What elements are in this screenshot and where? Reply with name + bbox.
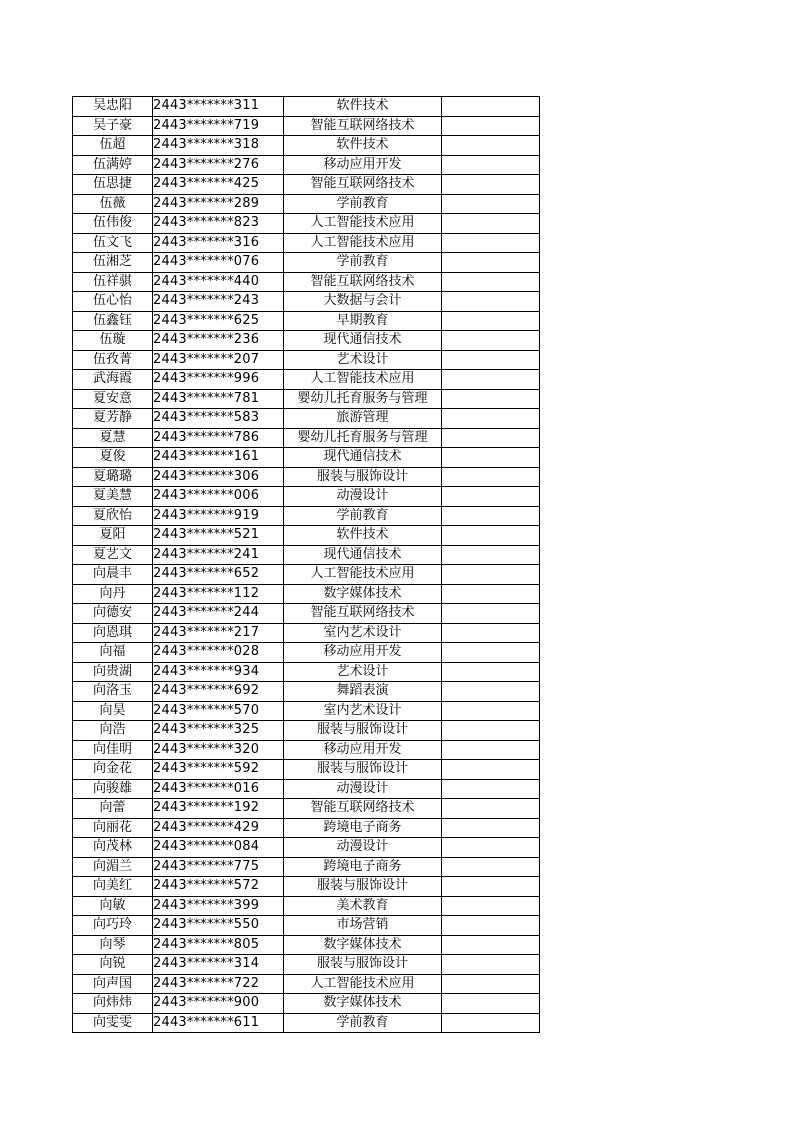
table-row	[73, 994, 540, 1014]
table-row	[73, 721, 540, 741]
student-id-cell: 2443*******316	[153, 233, 284, 253]
table-row	[73, 155, 540, 175]
student-name-cell: 伍祥骐	[73, 272, 153, 292]
table-row	[73, 233, 540, 253]
note-cell	[442, 97, 540, 117]
student-name-cell: 夏慧	[73, 428, 153, 448]
student-id-cell: 2443*******823	[153, 214, 284, 234]
major-cell: 室内艺术设计	[284, 623, 442, 643]
student-id-cell: 2443*******244	[153, 604, 284, 624]
note-cell	[442, 565, 540, 585]
student-name-cell: 向敏	[73, 896, 153, 916]
student-name-cell: 夏阳	[73, 526, 153, 546]
major-cell: 美术教育	[284, 896, 442, 916]
student-id-cell: 2443*******781	[153, 389, 284, 409]
table-row	[73, 370, 540, 390]
student-id-cell: 2443*******276	[153, 155, 284, 175]
note-cell	[442, 604, 540, 624]
table-row	[73, 799, 540, 819]
student-id-cell: 2443*******996	[153, 370, 284, 390]
student-name-cell: 向恩琪	[73, 623, 153, 643]
student-id-cell: 2443*******919	[153, 506, 284, 526]
major-cell: 移动应用开发	[284, 155, 442, 175]
note-cell	[442, 194, 540, 214]
student-id-cell: 2443*******652	[153, 565, 284, 585]
major-cell: 跨境电子商务	[284, 857, 442, 877]
roster-body	[73, 97, 540, 1033]
table-row	[73, 935, 540, 955]
table-row	[73, 955, 540, 975]
student-id-cell: 2443*******722	[153, 974, 284, 994]
major-cell: 移动应用开发	[284, 643, 442, 663]
student-id-cell: 2443*******320	[153, 740, 284, 760]
student-name-cell: 向丽花	[73, 818, 153, 838]
student-id-cell: 2443*******425	[153, 175, 284, 195]
table-row	[73, 311, 540, 331]
table-row	[73, 779, 540, 799]
note-cell	[442, 701, 540, 721]
student-name-cell: 伍伟俊	[73, 214, 153, 234]
major-cell: 数字媒体技术	[284, 584, 442, 604]
major-cell: 艺术设计	[284, 350, 442, 370]
major-cell: 学前教育	[284, 506, 442, 526]
major-cell: 市场营销	[284, 916, 442, 936]
note-cell	[442, 955, 540, 975]
student-name-cell: 夏欣怡	[73, 506, 153, 526]
student-name-cell: 向美红	[73, 877, 153, 897]
student-id-cell: 2443*******550	[153, 916, 284, 936]
student-name-cell: 夏芳静	[73, 409, 153, 429]
roster-sheet	[72, 96, 539, 1033]
table-row	[73, 467, 540, 487]
student-id-cell: 2443*******112	[153, 584, 284, 604]
note-cell	[442, 623, 540, 643]
student-name-cell: 伍文飞	[73, 233, 153, 253]
table-row	[73, 331, 540, 351]
student-name-cell: 向晨丰	[73, 565, 153, 585]
note-cell	[442, 253, 540, 273]
student-name-cell: 伍心怡	[73, 292, 153, 312]
major-cell: 服装与服饰设计	[284, 467, 442, 487]
note-cell	[442, 857, 540, 877]
student-id-cell: 2443*******243	[153, 292, 284, 312]
student-roster-table	[72, 96, 540, 1033]
note-cell	[442, 428, 540, 448]
student-name-cell: 向骏雄	[73, 779, 153, 799]
table-row	[73, 584, 540, 604]
note-cell	[442, 1013, 540, 1033]
student-id-cell: 2443*******318	[153, 136, 284, 156]
student-name-cell: 伍思捷	[73, 175, 153, 195]
student-id-cell: 2443*******161	[153, 448, 284, 468]
note-cell	[442, 526, 540, 546]
table-row	[73, 292, 540, 312]
student-id-cell: 2443*******719	[153, 116, 284, 136]
student-name-cell: 伍湘芝	[73, 253, 153, 273]
major-cell: 学前教育	[284, 1013, 442, 1033]
student-id-cell: 2443*******611	[153, 1013, 284, 1033]
table-row	[73, 877, 540, 897]
major-cell: 软件技术	[284, 526, 442, 546]
major-cell: 学前教育	[284, 194, 442, 214]
student-id-cell: 2443*******399	[153, 896, 284, 916]
major-cell: 跨境电子商务	[284, 818, 442, 838]
student-name-cell: 伍超	[73, 136, 153, 156]
table-row	[73, 818, 540, 838]
student-name-cell: 向德安	[73, 604, 153, 624]
note-cell	[442, 350, 540, 370]
student-name-cell: 向蕾	[73, 799, 153, 819]
student-name-cell: 伍薇	[73, 194, 153, 214]
note-cell	[442, 155, 540, 175]
table-row	[73, 526, 540, 546]
student-id-cell: 2443*******306	[153, 467, 284, 487]
major-cell: 人工智能技术应用	[284, 233, 442, 253]
note-cell	[442, 916, 540, 936]
major-cell: 人工智能技术应用	[284, 214, 442, 234]
note-cell	[442, 506, 540, 526]
table-row	[73, 428, 540, 448]
student-id-cell: 2443*******314	[153, 955, 284, 975]
table-row	[73, 214, 540, 234]
note-cell	[442, 409, 540, 429]
student-id-cell: 2443*******084	[153, 838, 284, 858]
note-cell	[442, 721, 540, 741]
student-id-cell: 2443*******775	[153, 857, 284, 877]
note-cell	[442, 838, 540, 858]
note-cell	[442, 877, 540, 897]
table-row	[73, 916, 540, 936]
major-cell: 智能互联网络技术	[284, 175, 442, 195]
student-id-cell: 2443*******192	[153, 799, 284, 819]
note-cell	[442, 448, 540, 468]
note-cell	[442, 994, 540, 1014]
table-row	[73, 857, 540, 877]
major-cell: 现代通信技术	[284, 331, 442, 351]
note-cell	[442, 818, 540, 838]
note-cell	[442, 643, 540, 663]
note-cell	[442, 272, 540, 292]
student-name-cell: 吴忠阳	[73, 97, 153, 117]
major-cell: 人工智能技术应用	[284, 565, 442, 585]
major-cell: 动漫设计	[284, 487, 442, 507]
major-cell: 智能互联网络技术	[284, 272, 442, 292]
major-cell: 智能互联网络技术	[284, 604, 442, 624]
major-cell: 人工智能技术应用	[284, 370, 442, 390]
note-cell	[442, 760, 540, 780]
major-cell: 智能互联网络技术	[284, 116, 442, 136]
major-cell: 艺术设计	[284, 662, 442, 682]
student-name-cell: 向福	[73, 643, 153, 663]
student-name-cell: 夏艺文	[73, 545, 153, 565]
student-name-cell: 向丹	[73, 584, 153, 604]
table-row	[73, 974, 540, 994]
table-row	[73, 662, 540, 682]
table-row	[73, 272, 540, 292]
student-name-cell: 向洛玉	[73, 682, 153, 702]
major-cell: 舞蹈表演	[284, 682, 442, 702]
student-id-cell: 2443*******028	[153, 643, 284, 663]
note-cell	[442, 682, 540, 702]
major-cell: 动漫设计	[284, 838, 442, 858]
table-row	[73, 97, 540, 117]
student-name-cell: 伍孜菁	[73, 350, 153, 370]
student-name-cell: 向贵湖	[73, 662, 153, 682]
student-name-cell: 伍满婷	[73, 155, 153, 175]
major-cell: 服装与服饰设计	[284, 760, 442, 780]
student-name-cell: 向湄兰	[73, 857, 153, 877]
major-cell: 数字媒体技术	[284, 935, 442, 955]
major-cell: 数字媒体技术	[284, 994, 442, 1014]
table-row	[73, 409, 540, 429]
student-id-cell: 2443*******900	[153, 994, 284, 1014]
student-id-cell: 2443*******692	[153, 682, 284, 702]
major-cell: 早期教育	[284, 311, 442, 331]
student-name-cell: 伍璇	[73, 331, 153, 351]
major-cell: 婴幼儿托育服务与管理	[284, 428, 442, 448]
major-cell: 软件技术	[284, 97, 442, 117]
student-name-cell: 向浩	[73, 721, 153, 741]
note-cell	[442, 662, 540, 682]
major-cell: 室内艺术设计	[284, 701, 442, 721]
student-name-cell: 向琴	[73, 935, 153, 955]
table-row	[73, 1013, 540, 1033]
student-name-cell: 夏俊	[73, 448, 153, 468]
major-cell: 现代通信技术	[284, 448, 442, 468]
table-row	[73, 175, 540, 195]
table-row	[73, 253, 540, 273]
major-cell: 大数据与会计	[284, 292, 442, 312]
student-id-cell: 2443*******236	[153, 331, 284, 351]
major-cell: 现代通信技术	[284, 545, 442, 565]
student-id-cell: 2443*******217	[153, 623, 284, 643]
student-name-cell: 武海霞	[73, 370, 153, 390]
table-row	[73, 682, 540, 702]
student-name-cell: 向佳明	[73, 740, 153, 760]
note-cell	[442, 136, 540, 156]
table-row	[73, 116, 540, 136]
student-id-cell: 2443*******241	[153, 545, 284, 565]
note-cell	[442, 487, 540, 507]
table-row	[73, 350, 540, 370]
note-cell	[442, 740, 540, 760]
student-id-cell: 2443*******570	[153, 701, 284, 721]
student-name-cell: 吴子豪	[73, 116, 153, 136]
note-cell	[442, 467, 540, 487]
student-id-cell: 2443*******016	[153, 779, 284, 799]
student-id-cell: 2443*******592	[153, 760, 284, 780]
student-name-cell: 向巧玲	[73, 916, 153, 936]
student-id-cell: 2443*******006	[153, 487, 284, 507]
student-id-cell: 2443*******583	[153, 409, 284, 429]
major-cell: 婴幼儿托育服务与管理	[284, 389, 442, 409]
student-name-cell: 夏安意	[73, 389, 153, 409]
table-row	[73, 194, 540, 214]
major-cell: 服装与服饰设计	[284, 955, 442, 975]
table-row	[73, 740, 540, 760]
table-row	[73, 389, 540, 409]
major-cell: 动漫设计	[284, 779, 442, 799]
student-id-cell: 2443*******325	[153, 721, 284, 741]
note-cell	[442, 370, 540, 390]
major-cell: 智能互联网络技术	[284, 799, 442, 819]
student-name-cell: 向昊	[73, 701, 153, 721]
student-id-cell: 2443*******572	[153, 877, 284, 897]
student-id-cell: 2443*******934	[153, 662, 284, 682]
table-row	[73, 623, 540, 643]
student-name-cell: 夏美慧	[73, 487, 153, 507]
table-row	[73, 643, 540, 663]
table-row	[73, 565, 540, 585]
student-id-cell: 2443*******289	[153, 194, 284, 214]
table-row	[73, 506, 540, 526]
student-name-cell: 夏璐璐	[73, 467, 153, 487]
student-name-cell: 向炜炜	[73, 994, 153, 1014]
table-row	[73, 838, 540, 858]
note-cell	[442, 584, 540, 604]
student-id-cell: 2443*******311	[153, 97, 284, 117]
note-cell	[442, 116, 540, 136]
major-cell: 旅游管理	[284, 409, 442, 429]
note-cell	[442, 311, 540, 331]
major-cell: 服装与服饰设计	[284, 721, 442, 741]
note-cell	[442, 896, 540, 916]
student-id-cell: 2443*******207	[153, 350, 284, 370]
note-cell	[442, 331, 540, 351]
note-cell	[442, 233, 540, 253]
table-row	[73, 701, 540, 721]
student-name-cell: 向锐	[73, 955, 153, 975]
student-name-cell: 伍鑫钰	[73, 311, 153, 331]
student-name-cell: 向雯雯	[73, 1013, 153, 1033]
student-id-cell: 2443*******521	[153, 526, 284, 546]
table-row	[73, 760, 540, 780]
note-cell	[442, 389, 540, 409]
major-cell: 学前教育	[284, 253, 442, 273]
student-id-cell: 2443*******440	[153, 272, 284, 292]
student-id-cell: 2443*******805	[153, 935, 284, 955]
note-cell	[442, 545, 540, 565]
note-cell	[442, 935, 540, 955]
table-row	[73, 136, 540, 156]
table-row	[73, 487, 540, 507]
table-row	[73, 604, 540, 624]
table-row	[73, 545, 540, 565]
major-cell: 软件技术	[284, 136, 442, 156]
student-id-cell: 2443*******076	[153, 253, 284, 273]
note-cell	[442, 214, 540, 234]
table-row	[73, 448, 540, 468]
student-id-cell: 2443*******429	[153, 818, 284, 838]
student-name-cell: 向茂林	[73, 838, 153, 858]
student-name-cell: 向声国	[73, 974, 153, 994]
student-id-cell: 2443*******625	[153, 311, 284, 331]
major-cell: 人工智能技术应用	[284, 974, 442, 994]
note-cell	[442, 799, 540, 819]
table-row	[73, 896, 540, 916]
note-cell	[442, 292, 540, 312]
note-cell	[442, 779, 540, 799]
student-id-cell: 2443*******786	[153, 428, 284, 448]
student-name-cell: 向金花	[73, 760, 153, 780]
major-cell: 服装与服饰设计	[284, 877, 442, 897]
note-cell	[442, 974, 540, 994]
note-cell	[442, 175, 540, 195]
major-cell: 移动应用开发	[284, 740, 442, 760]
